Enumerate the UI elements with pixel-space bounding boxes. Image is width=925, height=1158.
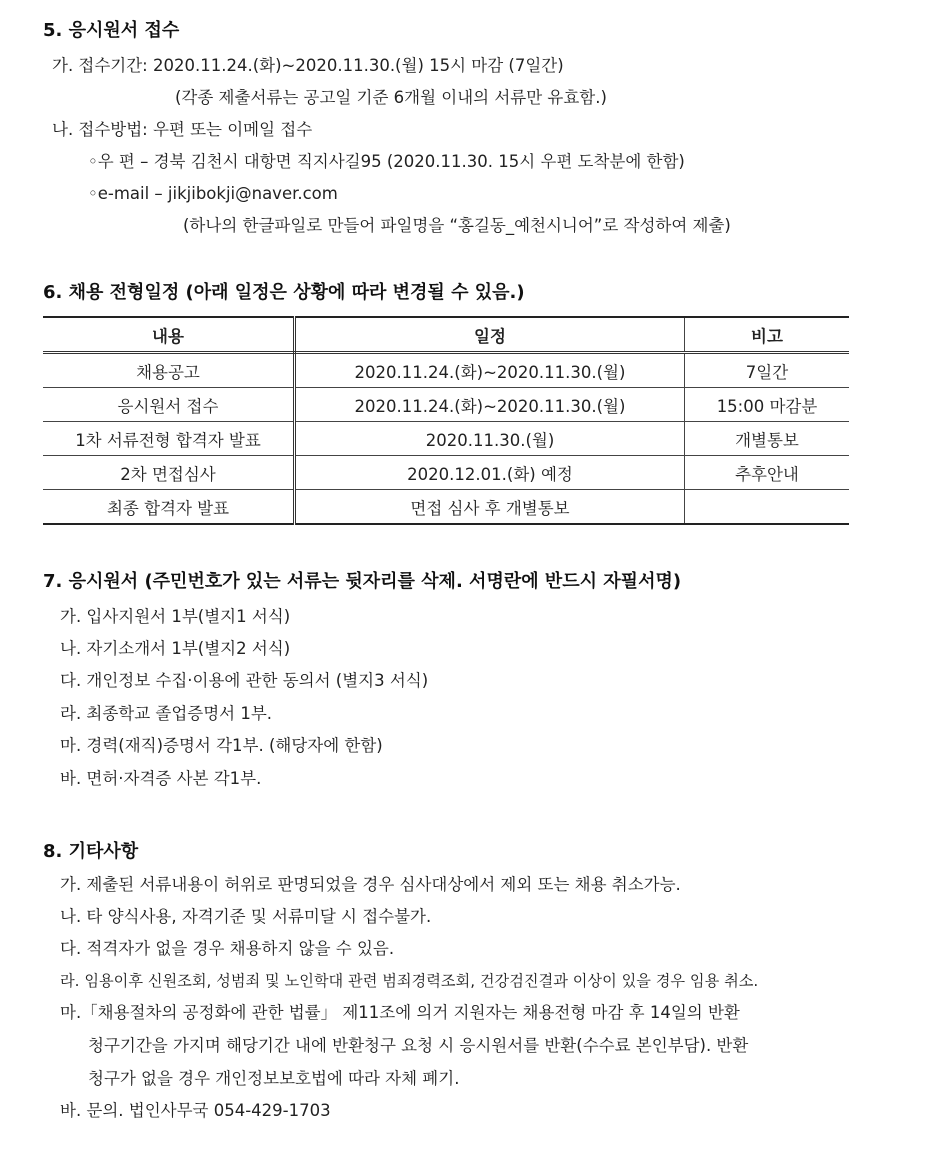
header-content: 내용 — [43, 317, 295, 353]
table-cell: 면접 심사 후 개별통보 — [295, 490, 685, 525]
schedule-table — [43, 316, 849, 525]
s5-line-method: 나. 접수방법: 우편 또는 이메일 접수 — [52, 120, 313, 139]
table-header-row — [43, 317, 849, 353]
s8-item: 다. 적격자가 없을 경우 채용하지 않을 수 있음. — [60, 939, 395, 958]
table-cell: 채용공고 — [43, 353, 295, 388]
header-schedule: 일정 — [295, 317, 685, 353]
table-row — [43, 388, 849, 422]
section-7-title: 7. 응시원서 (주민번호가 있는 서류는 뒷자리를 삭제. 서명란에 반드시 자필서명) — [43, 571, 682, 592]
section-8-title: 8. 기타사항 — [43, 841, 139, 862]
s5-line-file: (하나의 한글파일로 만들어 파일명을 “홍길동_예천시니어”로 작성하여 제출) — [183, 216, 731, 235]
table-cell: 응시원서 접수 — [43, 388, 295, 422]
s7-item: 바. 면허·자격증 사본 각1부. — [60, 769, 262, 788]
s8-item-continued: 청구가 없을 경우 개인정보보호법에 따라 자체 폐기. — [88, 1069, 460, 1088]
s7-item: 마. 경력(재직)증명서 각1부. (해당자에 한함) — [60, 736, 383, 755]
table-cell: 7일간 — [685, 353, 850, 388]
s8-item-continued: 청구기간을 가지며 해당기간 내에 반환청구 요청 시 응시원서를 반환(수수료 본인부담). 반환 — [88, 1036, 749, 1055]
s7-item: 가. 입사지원서 1부(별지1 서식) — [60, 607, 291, 626]
s5-line-note: (각종 제출서류는 공고일 기준 6개월 이내의 서류만 유효함.) — [175, 88, 607, 107]
s7-item: 나. 자기소개서 1부(별지2 서식) — [60, 639, 291, 658]
table-cell: 최종 합격자 발표 — [43, 490, 295, 525]
table-row — [43, 490, 849, 525]
table-cell — [685, 490, 850, 525]
table-cell: 2020.11.30.(월) — [295, 422, 685, 456]
table-cell: 15:00 마감분 — [685, 388, 850, 422]
table-cell: 2차 면접심사 — [43, 456, 295, 490]
s7-item: 라. 최종학교 졸업증명서 1부. — [60, 704, 273, 723]
s8-item: 라. 임용이후 신원조회, 성범죄 및 노인학대 관련 범죄경력조회, 건강검진결과 이상이 있을 경우 임용 취소. — [60, 972, 759, 990]
s5-line-post: ◦우 편 – 경북 김천시 대항면 직지사길95 (2020.11.30. 15시 우편 도착분에 한함) — [88, 152, 685, 171]
header-remark: 비고 — [685, 317, 850, 353]
s8-item: 마.「채용절차의 공정화에 관한 법률」 제11조에 의거 지원자는 채용전형 마감 후 14일의 반환 — [60, 1003, 740, 1022]
s8-item: 가. 제출된 서류내용이 허위로 판명되었을 경우 심사대상에서 제외 또는 채용 취소가능. — [60, 875, 681, 894]
table-cell: 2020.11.24.(화)~2020.11.30.(월) — [295, 388, 685, 422]
table-cell: 2020.11.24.(화)~2020.11.30.(월) — [295, 353, 685, 388]
s8-item: 나. 타 양식사용, 자격기준 및 서류미달 시 접수불가. — [60, 907, 432, 926]
s7-item: 다. 개인정보 수집·이용에 관한 동의서 (별지3 서식) — [60, 671, 429, 690]
s5-line-email: ◦e-mail – jikjibokji@naver.com — [88, 184, 338, 203]
table-cell: 추후안내 — [685, 456, 850, 490]
s8-item: 바. 문의. 법인사무국 054-429-1703 — [60, 1101, 331, 1120]
section-5-title: 5. 응시원서 접수 — [43, 20, 180, 41]
section-6-title: 6. 채용 전형일정 (아래 일정은 상황에 따라 변경될 수 있음.) — [43, 282, 525, 303]
table-row — [43, 422, 849, 456]
table-cell: 개별통보 — [685, 422, 850, 456]
table-row — [43, 353, 849, 388]
table-row — [43, 456, 849, 490]
s5-line-period: 가. 접수기간: 2020.11.24.(화)~2020.11.30.(월) 15시 마감 (7일간) — [52, 56, 564, 75]
table-cell: 2020.12.01.(화) 예정 — [295, 456, 685, 490]
table-cell: 1차 서류전형 합격자 발표 — [43, 422, 295, 456]
